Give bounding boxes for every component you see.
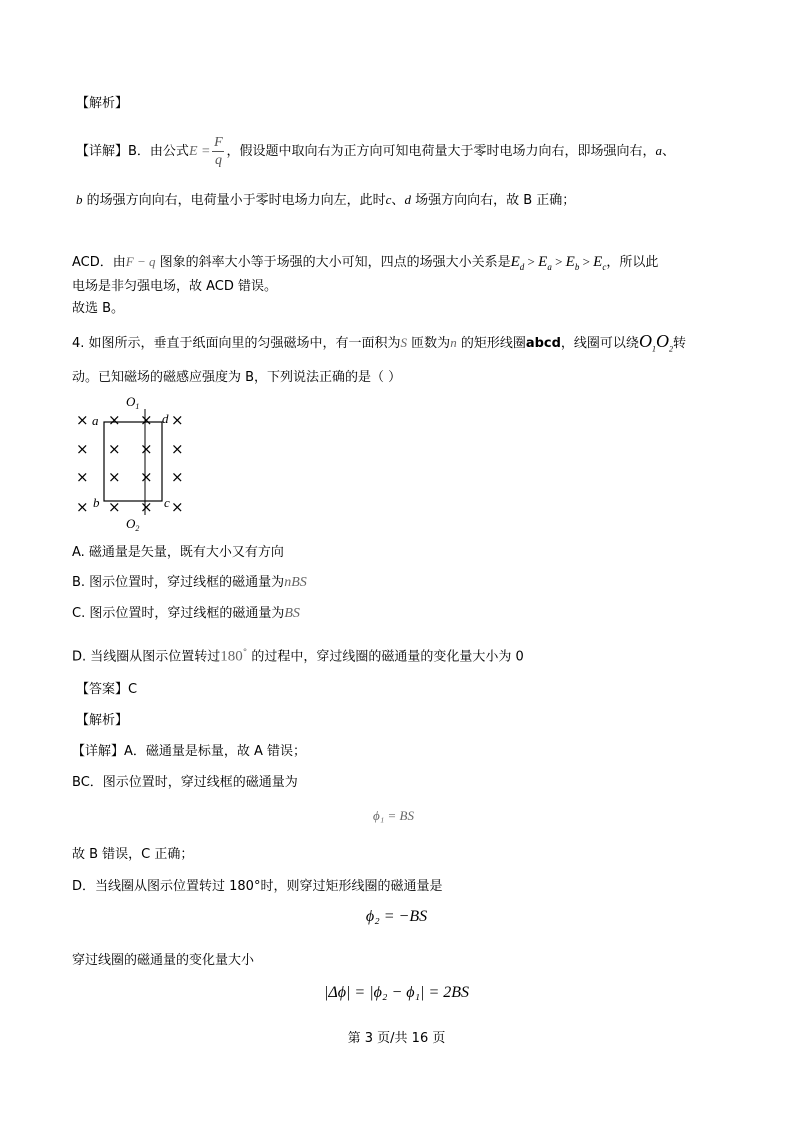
numerator: F: [214, 135, 223, 150]
question-4-line-2: 动。已知磁场的磁感应强度为 B，下列说法正确的是（ ）: [72, 370, 402, 385]
point-b: b: [76, 192, 83, 207]
formula-E: E =: [188, 144, 211, 159]
E-a: [538, 254, 552, 270]
field-cross-icon: ×: [76, 498, 89, 516]
text: 的矩形线圈: [456, 336, 526, 351]
option-D: [72, 645, 524, 665]
option-B: [72, 575, 307, 591]
fraction-F-over-q: [212, 135, 224, 168]
text: 、: [391, 193, 405, 208]
var-n: n: [450, 335, 457, 350]
equation-phi2: ϕ₂ = −BS: [365, 908, 428, 925]
text: 转: [672, 336, 686, 351]
sub-2: 2: [668, 344, 673, 354]
page-footer: 第 3 页/共 16 页: [347, 1031, 446, 1046]
label-O1: $O_1$: [126, 394, 140, 411]
detail-line-3: 故 B 错误，C 正确；: [72, 847, 194, 862]
text: ，假设题中取向右为正方向可知电荷量大于零时电场力向右，即场强向右，: [226, 144, 656, 159]
text: D. 当线圈从图示位置转过: [72, 649, 221, 665]
field-cross-icon: ×: [171, 440, 184, 458]
field-cross-icon: ×: [108, 468, 121, 486]
sub-1: 1: [651, 344, 656, 354]
analysis-heading-2: 【解析】: [76, 713, 129, 728]
answer: 【答案】C: [76, 682, 138, 697]
field-cross-icon: ×: [171, 411, 184, 429]
coil-rectangle: [104, 422, 162, 501]
E-symbol: E: [593, 254, 603, 270]
explanation-conclusion: 故选 B。: [72, 301, 125, 316]
field-cross-icon: ×: [76, 411, 89, 429]
detail-line-1: 【详解】A．磁通量是标量，故 A 错误；: [72, 744, 307, 759]
text: 匝数为: [407, 336, 451, 351]
text: 的场强方向向右，电荷量小于零时电场力向左，此时: [82, 193, 386, 208]
nBS: nBS: [284, 575, 307, 590]
explanation-line-4: 电场是非匀强电场，故 ACD 错误。: [72, 279, 278, 294]
angle-180: 180: [220, 648, 243, 665]
text: B．由公式: [128, 144, 189, 159]
fraction-bar: [212, 151, 224, 152]
text: 场强方向向右，故 B 正确；: [410, 193, 576, 208]
field-cross-icon: ×: [171, 498, 184, 516]
E-c: [593, 254, 606, 270]
text: ，线圈可以绕: [560, 336, 639, 351]
analysis-heading: 【解析】: [76, 96, 129, 111]
var-S: S: [400, 335, 408, 350]
field-cross-icon: ×: [108, 498, 121, 516]
point-a: a: [655, 143, 662, 158]
formula-F-q: F − q: [125, 254, 156, 269]
field-cross-icon: ×: [140, 440, 153, 458]
field-cross-icon: ×: [140, 468, 153, 486]
explanation-line-1: [76, 134, 675, 168]
point-c: c: [385, 192, 392, 207]
denominator: q: [214, 153, 222, 168]
field-cross-icon: ×: [108, 411, 121, 429]
field-cross-icon: ×: [76, 468, 89, 486]
gt: >: [551, 254, 566, 269]
explanation-line-3: [72, 254, 658, 275]
O-symbol: O: [638, 331, 652, 351]
sub-b: b: [574, 262, 580, 272]
E-symbol: E: [538, 254, 548, 270]
E-d: [511, 254, 525, 270]
label-a: a: [92, 413, 99, 428]
equation-delta-phi: |Δϕ| = |ϕ₂ − ϕ₁| = 2BS: [323, 984, 470, 1001]
option-C: [72, 606, 300, 622]
coil-abcd: abcd: [525, 336, 561, 351]
gt: >: [579, 254, 594, 269]
E-symbol: E: [565, 254, 575, 270]
degree: °: [242, 648, 248, 658]
coil-figure: [68, 392, 228, 532]
point-d: d: [404, 192, 411, 207]
text: B. 图示位置时，穿过线框的磁通量为: [72, 575, 285, 590]
label-d: d: [162, 411, 169, 426]
O-symbol: O: [655, 331, 669, 351]
explanation-tag: 【详解】: [76, 144, 129, 159]
sub-d: d: [519, 262, 525, 272]
equation-phi1: ϕ₁ = BS: [373, 808, 414, 823]
BS: BS: [284, 606, 300, 621]
detail-line-5: 穿过线圈的磁通量的变化量大小: [72, 953, 255, 968]
text: C. 图示位置时，穿过线框的磁通量为: [72, 606, 285, 621]
detail-line-4: D．当线圈从图示位置转过 180°时，则穿过矩形线圈的磁通量是: [72, 879, 443, 894]
field-cross-icon: ×: [140, 411, 153, 429]
question-4-line-1: [72, 333, 686, 358]
text: 、: [661, 144, 675, 159]
text: 4. 如图所示，垂直于纸面向里的匀强磁场中，有一面积为: [72, 336, 401, 351]
field-cross-icon: ×: [108, 440, 121, 458]
explanation-line-2: [76, 192, 575, 209]
text: 图象的斜率大小等于场强的大小可知，四点的场强大小关系是: [155, 255, 511, 270]
gt: >: [524, 254, 539, 269]
text: ，所以此: [606, 255, 659, 270]
text: ACD．由: [72, 255, 126, 270]
E-b: [566, 254, 580, 270]
label-c: c: [164, 495, 170, 510]
option-A: A. 磁通量是矢量，既有大小又有方向: [72, 545, 284, 560]
text: 的过程中，穿过线圈的磁通量的变化量大小为 0: [247, 649, 524, 665]
detail-line-2: BC．图示位置时，穿过线框的磁通量为: [72, 775, 298, 790]
label-b: b: [93, 495, 100, 510]
sub-a: a: [547, 262, 552, 272]
E-symbol: E: [510, 254, 520, 270]
field-cross-icon: ×: [76, 440, 89, 458]
sub-c: c: [602, 262, 607, 272]
label-O2: $O_2$: [126, 516, 140, 532]
field-cross-icon: ×: [140, 498, 153, 516]
field-cross-icon: ×: [171, 468, 184, 486]
axis-O1O2: [638, 331, 673, 354]
